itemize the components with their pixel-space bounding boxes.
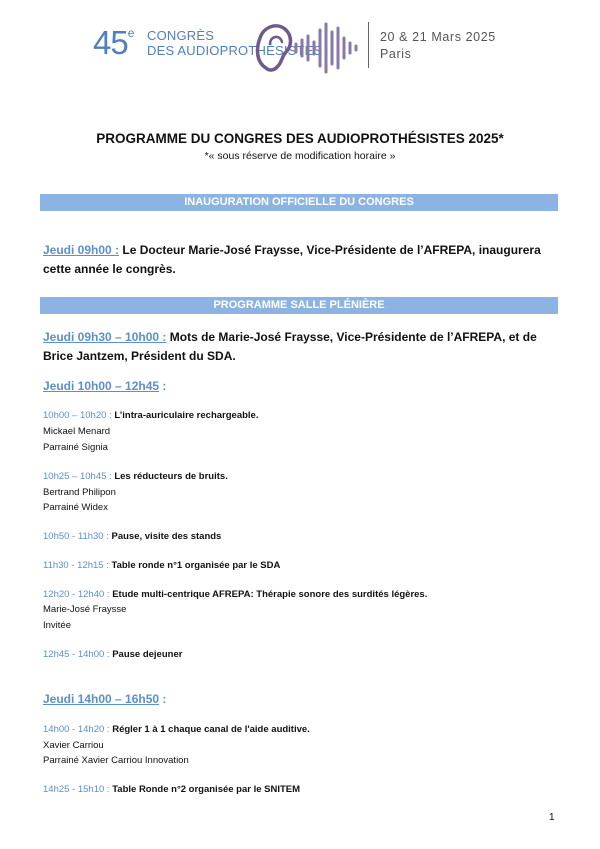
- slot-sponsor: Parrainé Xavier Carriou Innovation: [43, 755, 189, 766]
- page-number: 1: [549, 812, 555, 823]
- slot-title: L’intra-auriculaire rechargeable.: [111, 410, 259, 421]
- slot-speaker: Xavier Carriou: [43, 740, 104, 751]
- edition-number: [93, 24, 133, 62]
- slot-title: Pause, visite des stands: [108, 531, 222, 542]
- slot-title: Les réducteurs de bruits.: [111, 471, 228, 482]
- edition-suffix: e: [127, 26, 134, 40]
- slot-sponsor: Invitée: [43, 620, 71, 631]
- slot-speaker: Mickael Menard: [43, 426, 111, 437]
- schedule-slot: [43, 782, 558, 798]
- schedule-slot: [43, 722, 558, 738]
- ear-soundwave-icon: [252, 18, 364, 78]
- slot-time: 14h25 - 15h10 :: [43, 784, 110, 795]
- page-title: PROGRAMME DU CONGRES DES AUDIOPROTHÉSISTES 2025*: [96, 131, 504, 146]
- slot-title: Table ronde n°1 organisée par le SDA: [108, 560, 281, 571]
- schedule-slot: [43, 587, 558, 603]
- slot-speaker: Bertrand Philipon: [43, 487, 116, 498]
- block2-heading: [43, 690, 558, 709]
- event-date: 20 & 21 Mars 2025: [380, 30, 496, 44]
- schedule-slot: [43, 558, 558, 574]
- slot-time: 12h20 - 12h40 :: [43, 589, 110, 600]
- slot-time: 11h30 - 12h15 :: [43, 560, 109, 571]
- block1-heading-time: Jeudi 10h00 – 12h45: [43, 379, 160, 393]
- slot-sponsor: Parrainé Signia: [43, 442, 108, 453]
- block2-heading-time: Jeudi 14h00 – 16h50: [43, 692, 160, 706]
- opening-paragraph: [43, 328, 558, 366]
- slot-time: 10h00 – 10h20 :: [43, 410, 112, 421]
- logo-line-2: DES AUDIOPROTHÉSISTES: [147, 43, 323, 58]
- slot-sponsor: Parrainé Widex: [43, 502, 108, 513]
- page-subtitle: *« sous réserve de modification horaire »: [204, 150, 396, 162]
- inauguration-text: Le Docteur Marie-José Fraysse, Vice-Présidente de l’AFREPA, inaugurera cette année le congrès.: [43, 243, 541, 276]
- slot-time: 12h45 - 14h00 :: [43, 649, 110, 660]
- slot-speaker: Marie-José Fraysse: [43, 604, 127, 615]
- slot-title: Table Ronde n°2 organisée par le SNITEM: [109, 784, 301, 795]
- logo-line-1: CONGRÈS: [147, 28, 215, 43]
- opening-text: Mots de Marie-José Fraysse, Vice-Présidente de l’AFREPA, et de Brice Jantzem, Président du SDA.: [43, 330, 537, 363]
- inauguration-time: Jeudi 09h00 :: [43, 243, 120, 257]
- event-city: Paris: [380, 47, 412, 61]
- congress-header: [0, 0, 600, 80]
- slot-time: 10h25 – 10h45 :: [43, 471, 112, 482]
- section-band-pleniere: PROGRAMME SALLE PLÉNIÈRE: [40, 297, 558, 314]
- block1-heading-colon: :: [159, 379, 167, 393]
- slot-title: Régler 1 à 1 chaque canal de l'aide auditive.: [109, 724, 310, 735]
- block1-heading: [43, 377, 558, 396]
- edition-number-value: 45: [93, 24, 128, 61]
- inauguration-paragraph: [43, 241, 558, 279]
- schedule-slot: [43, 647, 558, 663]
- header-divider: [368, 22, 369, 68]
- slot-title: Etude multi-centrique AFREPA: Thérapie sonore des surdités légères.: [109, 589, 428, 600]
- slot-title: Pause dejeuner: [109, 649, 183, 660]
- slot-time: 10h50 - 11h30 :: [43, 531, 109, 542]
- schedule-slot: [43, 469, 558, 485]
- slot-time: 14h00 - 14h20 :: [43, 724, 110, 735]
- opening-time: Jeudi 09h30 – 10h00 :: [43, 330, 167, 344]
- section-band-inauguration: INAUGURATION OFFICIELLE DU CONGRES: [40, 194, 558, 211]
- block2-heading-colon: :: [159, 692, 167, 706]
- schedule-slot: [43, 529, 558, 545]
- schedule-slot: [43, 408, 558, 424]
